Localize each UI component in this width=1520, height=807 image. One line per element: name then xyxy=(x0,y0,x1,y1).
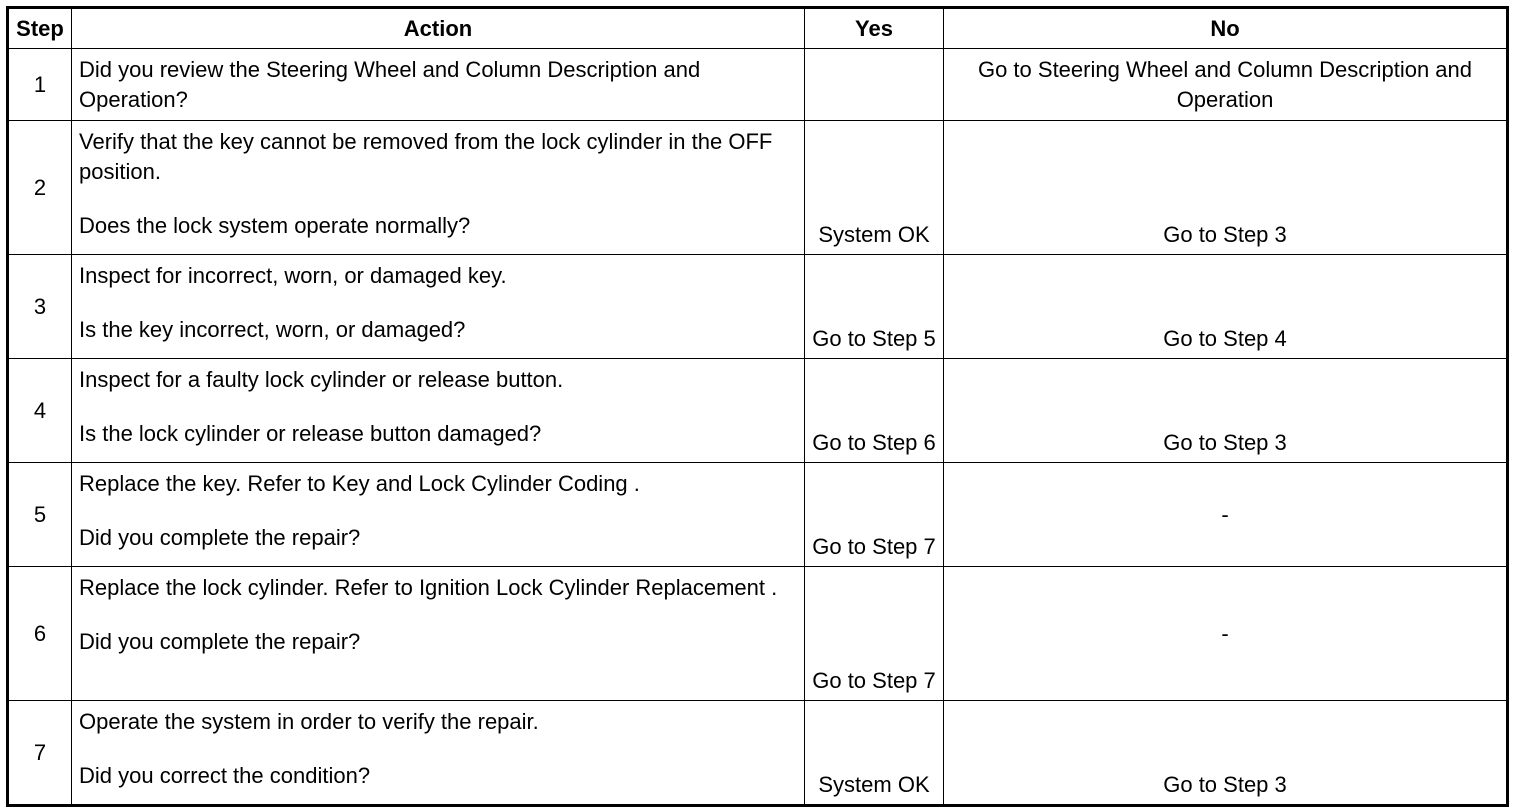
action-instruction: Verify that the key cannot be removed from the lock cylinder in the OFF position. xyxy=(79,129,773,184)
no-result: - xyxy=(1221,501,1229,527)
no-result: Go to Step 3 xyxy=(1163,430,1287,455)
no-cell xyxy=(944,567,1508,701)
action-question: Did you complete the repair? xyxy=(79,525,361,550)
action-question: Did you complete the repair? xyxy=(79,629,361,654)
no-result: Go to Step 3 xyxy=(1163,222,1287,247)
yes-result: Go to Step 5 xyxy=(812,326,936,351)
step-number: 2 xyxy=(8,121,72,255)
action-instruction: Operate the system in order to verify the repair. xyxy=(79,709,539,734)
action-cell xyxy=(72,49,805,121)
no-cell xyxy=(944,49,1508,121)
diagnostic-table xyxy=(6,6,1509,807)
action-cell xyxy=(72,255,805,359)
no-result: Go to Step 4 xyxy=(1163,326,1287,351)
header-step: Step xyxy=(8,8,72,49)
no-result: Go to Step 3 xyxy=(1163,772,1287,797)
table-row xyxy=(8,463,1508,567)
step-number: 6 xyxy=(8,567,72,701)
action-cell xyxy=(72,567,805,701)
yes-cell xyxy=(805,255,944,359)
no-cell xyxy=(944,463,1508,567)
action-question: Is the key incorrect, worn, or damaged? xyxy=(79,317,466,342)
table-row xyxy=(8,567,1508,701)
no-result: - xyxy=(1221,620,1229,646)
action-instruction: Inspect for incorrect, worn, or damaged key. xyxy=(79,263,507,288)
yes-cell xyxy=(805,359,944,463)
action-cell xyxy=(72,701,805,806)
action-question: Is the lock cylinder or release button damaged? xyxy=(79,421,542,446)
step-number: 5 xyxy=(8,463,72,567)
no-cell xyxy=(944,255,1508,359)
step-number: 3 xyxy=(8,255,72,359)
action-instruction: Inspect for a faulty lock cylinder or release button. xyxy=(79,367,564,392)
no-cell xyxy=(944,701,1508,806)
no-cell xyxy=(944,121,1508,255)
yes-cell xyxy=(805,121,944,255)
table-row xyxy=(8,359,1508,463)
header-yes: Yes xyxy=(805,8,944,49)
action-question: Did you correct the condition? xyxy=(79,763,371,788)
no-cell xyxy=(944,359,1508,463)
table-row xyxy=(8,49,1508,121)
yes-result: System OK xyxy=(818,772,930,797)
table-row xyxy=(8,255,1508,359)
yes-result: System OK xyxy=(818,222,930,247)
header-no: No xyxy=(944,8,1508,49)
yes-cell xyxy=(805,567,944,701)
no-result: Go to Steering Wheel and Column Description and Operation xyxy=(977,56,1473,112)
action-question: Did you review the Steering Wheel and Column Description and Operation? xyxy=(79,56,701,112)
yes-cell xyxy=(805,49,944,121)
step-number: 7 xyxy=(8,701,72,806)
table-row xyxy=(8,701,1508,806)
action-cell xyxy=(72,121,805,255)
step-number: 1 xyxy=(8,49,72,121)
yes-cell xyxy=(805,463,944,567)
header-row xyxy=(8,8,1508,49)
header-action: Action xyxy=(72,8,805,49)
yes-result: Go to Step 6 xyxy=(812,430,936,455)
yes-result: Go to Step 7 xyxy=(812,668,936,693)
action-cell xyxy=(72,359,805,463)
action-question: Does the lock system operate normally? xyxy=(79,213,471,238)
action-instruction: Replace the lock cylinder. Refer to Ignition Lock Cylinder Replacement . xyxy=(79,575,778,600)
action-instruction: Replace the key. Refer to Key and Lock Cylinder Coding . xyxy=(79,471,640,496)
yes-cell xyxy=(805,701,944,806)
action-cell xyxy=(72,463,805,567)
yes-result xyxy=(805,70,944,100)
step-number: 4 xyxy=(8,359,72,463)
yes-result: Go to Step 7 xyxy=(812,534,936,559)
table-row xyxy=(8,121,1508,255)
